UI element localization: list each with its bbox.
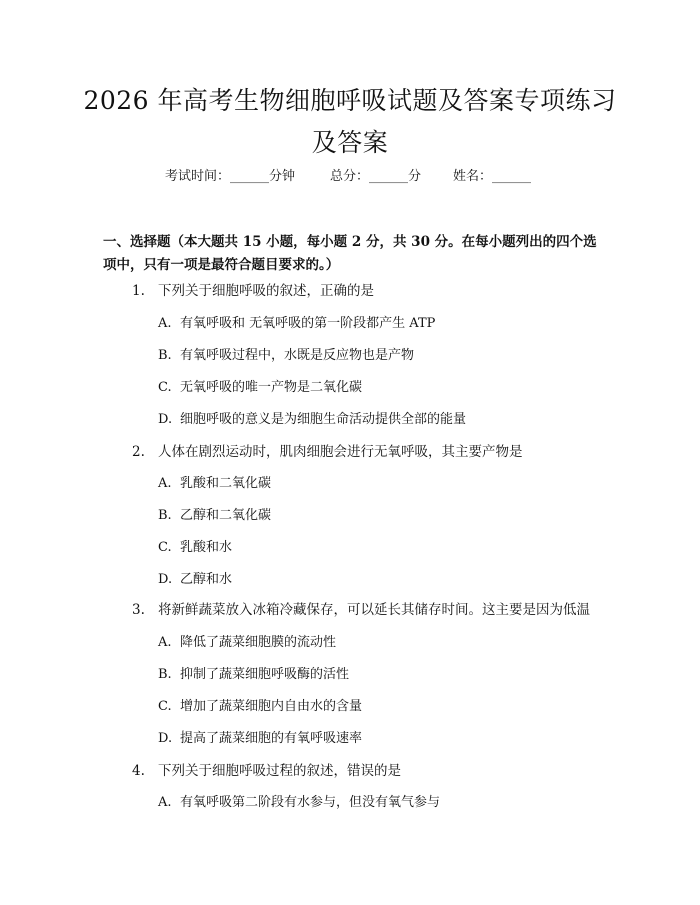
option-4a [158,794,440,812]
question-1 [132,282,374,300]
option-text: 降低了蔬菜细胞膜的流动性 [180,635,337,650]
option-letter: C. [158,380,172,395]
option-text: 乳酸和二氧化碳 [180,476,272,491]
name-label: 姓名：______ [453,169,532,184]
question-stem: 将新鲜蔬菜放入冰箱冷藏保存，可以延长其储存时间。这主要是因为低温 [158,602,590,618]
option-2a [158,475,271,493]
option-2d [158,571,232,589]
option-letter: B. [158,508,172,523]
question-stem: 下列关于细胞呼吸的叙述，正确的是 [158,283,374,299]
question-number: 4. [132,763,145,779]
section-heading: 一、选择题（本大题共 15 小题，每小题 2 分，共 30 分。在每小题列出的四个选项中，只有一项是最符合题目要求的。） [103,234,597,273]
question-stem: 下列关于细胞呼吸过程的叙述，错误的是 [158,763,401,779]
question-2 [132,443,523,461]
exam-time-label: 考试时间：______分钟 [165,169,296,184]
option-letter: D. [158,412,173,427]
option-letter: B. [158,667,172,682]
question-number: 3. [132,602,145,618]
option-text: 细胞呼吸的意义是为细胞生命活动提供全部的能量 [180,412,467,427]
option-letter: D. [158,731,173,746]
option-1b [158,347,414,365]
question-number: 1. [132,283,145,299]
option-text: 乙醇和水 [180,572,233,587]
option-3a [158,634,336,652]
option-3b [158,666,349,684]
option-1a [158,315,435,333]
option-2c [158,539,232,557]
total-score-label: 总分：______分 [330,169,422,184]
option-letter: C. [158,540,172,555]
option-text: 乙醇和二氧化碳 [180,508,272,523]
option-text: 提高了蔬菜细胞的有氧呼吸速率 [180,731,363,746]
option-1c [158,379,362,397]
option-letter: A. [158,635,172,650]
option-text: 无氧呼吸的唯一产物是二氧化碳 [180,380,363,395]
option-letter: D. [158,572,173,587]
option-2b [158,507,271,525]
option-letter: A. [158,795,172,810]
question-number: 2. [132,444,145,460]
option-text: 增加了蔬菜细胞内自由水的含量 [180,699,363,714]
option-text: 有氧呼吸第二阶段有水参与，但没有氧气参与 [180,795,441,810]
option-3c [158,698,362,716]
option-letter: C. [158,699,172,714]
question-stem: 人体在剧烈运动时，肌肉细胞会进行无氧呼吸，其主要产物是 [158,444,523,460]
option-1d [158,411,466,429]
option-text: 有氧呼吸和 无氧呼吸的第一阶段都产生 ATP [180,316,436,331]
option-text: 有氧呼吸过程中，水既是反应物也是产物 [180,348,415,363]
document-title: 2026 年高考生物细胞呼吸试题及答案专项练习及答案 [83,86,617,157]
question-4 [132,762,401,780]
option-text: 乳酸和水 [180,540,233,555]
question-3 [132,601,590,619]
option-letter: A. [158,316,172,331]
option-letter: A. [158,476,172,491]
option-letter: B. [158,348,172,363]
option-text: 抑制了蔬菜细胞呼吸酶的活性 [180,667,350,682]
option-3d [158,730,362,748]
